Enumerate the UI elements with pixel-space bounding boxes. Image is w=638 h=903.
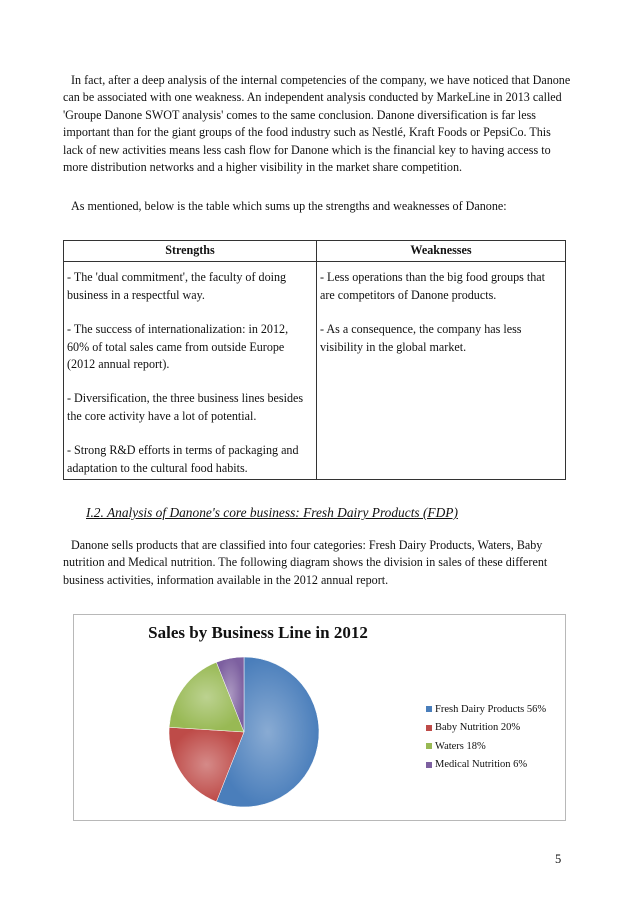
strengths-cell	[64, 262, 317, 480]
swot-table	[63, 240, 566, 480]
legend-item	[426, 700, 546, 719]
table-header-row	[64, 241, 566, 262]
section-heading: I.2. Analysis of Danone's core business: Fresh Dairy Products (FDP)	[86, 505, 458, 520]
legend-item	[426, 719, 546, 738]
page-number: 5	[555, 852, 562, 866]
legend-swatch	[426, 706, 432, 712]
intro-paragraph: In fact, after a deep analysis of the internal competencies of the company, we have noticed that Danone can be associated with one weakness. An independent analysis conducted by MarkeLine in 2013 called 'Groupe Danone SWOT analysis' comes to the same conclusion. Danone diversification is far less important than for the giant groups of the food industry such as Nestlé, Kraft Foods or PepsiCo. This lack of new activities means less cash flow for Danone which is the financial key to having access to more distribution networks and a higher visibility in the market share competition.	[63, 73, 571, 175]
pie-chart	[73, 614, 566, 821]
legend-item	[426, 737, 546, 756]
business-lines-paragraph: Danone sells products that are classified into four categories: Fresh Dairy Products, Waters, Baby nutrition and Medical nutrition. The following diagram shows the division in sales of these different business activities, information available in the 2012 annual report.	[63, 538, 548, 587]
legend-item	[426, 756, 546, 775]
weaknesses-header: Weaknesses	[317, 241, 566, 262]
weaknesses-cell	[317, 262, 566, 480]
strength-item: - The 'dual commitment', the faculty of doing business in a respectful way.	[67, 270, 287, 302]
legend-swatch	[426, 743, 432, 749]
table-intro-paragraph: As mentioned, below is the table which sums up the strengths and weaknesses of Danone:	[71, 199, 507, 213]
pie-slices	[169, 657, 319, 807]
strength-item: - Strong R&D efforts in terms of packaging and adaptation to the cultural food habits.	[67, 443, 299, 475]
legend-label: Medical Nutrition 6%	[435, 759, 528, 771]
legend-label: Fresh Dairy Products 56%	[435, 703, 547, 715]
legend-swatch	[426, 725, 432, 731]
strength-item: - Diversification, the three business lines besides the core activity have a lot of potential.	[67, 391, 304, 423]
chart-title: Sales by Business Line in 2012	[148, 623, 368, 642]
strengths-header: Strengths	[64, 241, 317, 262]
legend-label: Baby Nutrition 20%	[435, 722, 521, 734]
table-row	[64, 262, 566, 480]
weakness-item: - As a consequence, the company has less visibility in the global market.	[320, 322, 522, 354]
legend-label: Waters 18%	[435, 740, 486, 752]
strength-item: - The success of internationalization: in 2012, 60% of total sales came from outside Europe (2012 annual report).	[67, 322, 289, 372]
chart-legend	[426, 700, 546, 774]
legend-swatch	[426, 762, 432, 768]
weakness-item: - Less operations than the big food groups that are competitors of Danone products.	[320, 270, 546, 302]
